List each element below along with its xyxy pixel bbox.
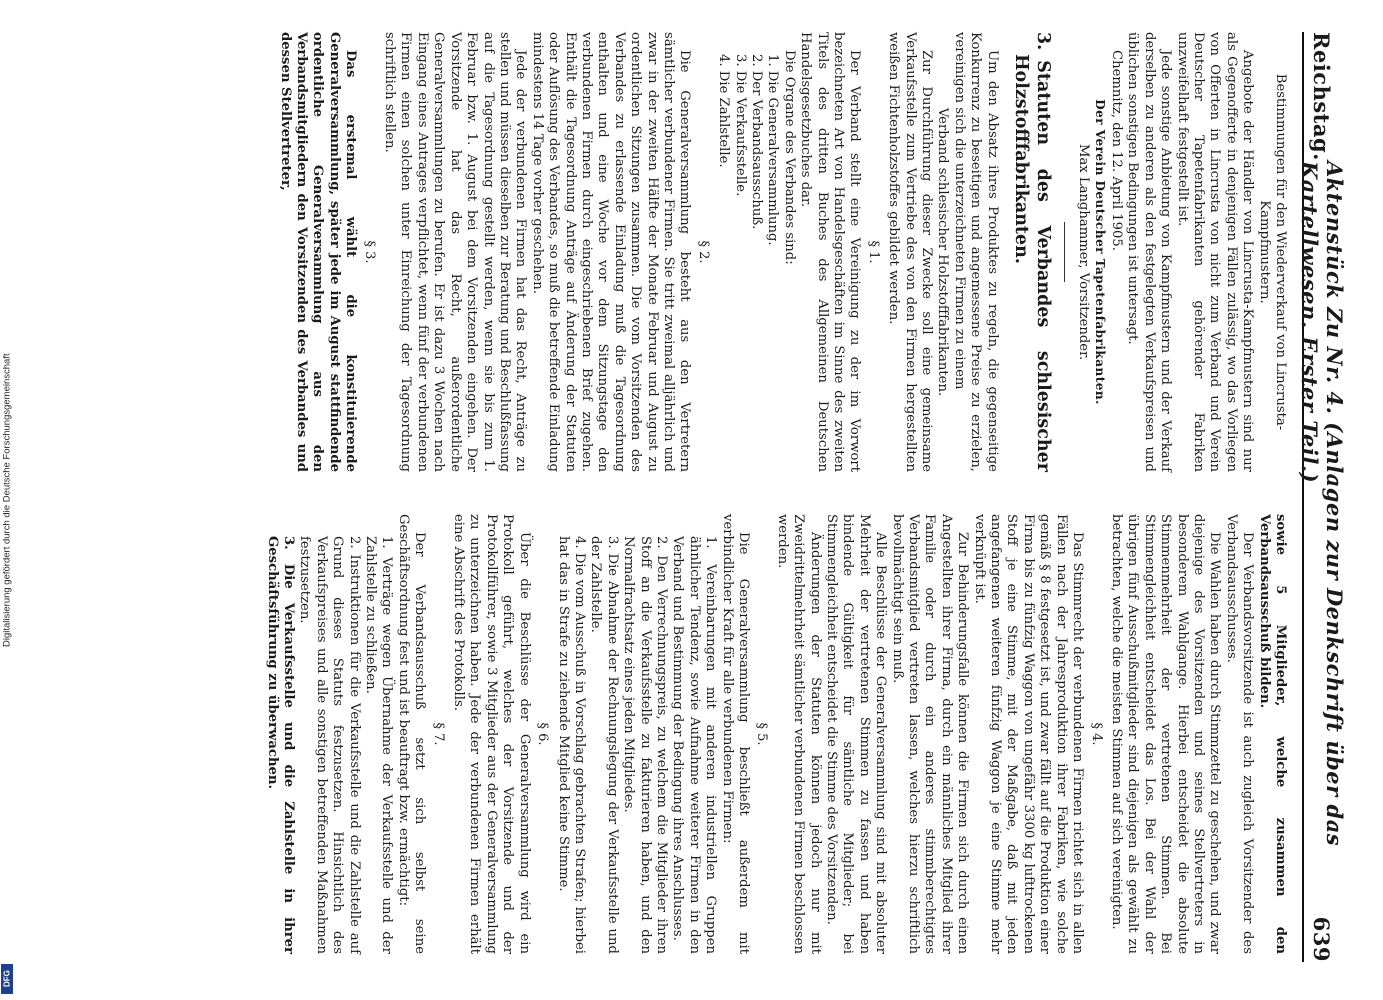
paragraph: Alle Beschlüsse der Generalversammlung sind mit absoluter Mehrheit der vertretenen Stimmen zu fassen und haben bindende Gültigkeit für sämtliche Mitglieder; bei Stimmengleichheit entscheidet die Stimme des Vorsitzenden. [824, 514, 889, 954]
paragraph: sowie 5 Mitglieder, welche zusammen den Verbandsausschuß bilden. [1256, 514, 1288, 954]
paragraph: Die Organe des Verbandes sind: [781, 50, 797, 265]
paragraph: Jede der verbundenen Firmen hat das Recht, Anträge zu stellen und müssen dieselben zur Beratung und Beschlußfassung auf die Tagesordnung gestellt werden, wenn sie bis zum 1. Februar bzw. 1. August bei dem Vorsitzenden eingehen. Der Vorsitzende hat das Recht, außerordentliche Generalversammlungen zu berufen. Er ist dazu 3 Wochen nach Eingang eines Antrages verpflichtet, wenn fünf der verbundenen Firmen einen solchen unter Einreichung der Tagesordnung schriftlich stellen. [382, 32, 529, 472]
section-title [1010, 32, 1054, 472]
resolutions-list [554, 514, 718, 954]
section-number: 3. [1032, 32, 1053, 51]
paragraph: Das erstemal wählt die konstituierende Generalversammlung, später jede im August stattfindende ordentliche Generalversammlung aus den Verbandsmitgliedern den Vorsitzenden des Verbandes und dessen Stellvertreter, [277, 32, 359, 472]
paragraph: Die Generalversammlung beschließt außerdem mit verbindlicher Kraft für alle verbundenen Firmen: [719, 514, 751, 954]
committee-tasks-list [263, 514, 394, 954]
section-heading: § 3. [361, 240, 377, 264]
section-heading: § 4. [1088, 722, 1104, 746]
right-column [263, 514, 1288, 954]
dfg-logo: DFG [1, 964, 13, 994]
paragraph: Zur Durchführung dieser Zwecke soll eine gemeinsame Verkaufsstelle zum Vertriebe des von den Firmen hergestellten weißen Fichtenholzstoffes gebildet werden. [886, 32, 935, 472]
organs-list [715, 32, 781, 472]
left-column [276, 32, 1288, 472]
paragraph: Änderungen der Statuten können jedoch nur mit Zweidrittelmehrheit sämtlicher verbundenen Firmen beschlossen werden. [774, 514, 823, 954]
header-left: Reichstag. [1309, 32, 1335, 161]
list-item: 2. Der Verbandsausschuß. [749, 54, 765, 230]
paragraph: Verband schlesischer Holzstofffabrikanten. [935, 107, 951, 397]
paragraph: Angebote der Händler von Lincrusta-Kampfmustern sind nur als Gegenofferte in denjenigen Fällen zulässig, wo das Vorliegen von Offerten in Lincrusta von nicht zum Verband und Verein Deutscher Tapetenfabrikanten gehörender Fabriken unzweifelhaft festgestellt ist. [1174, 32, 1256, 472]
document-page [60, 32, 1347, 962]
page-header [1297, 32, 1347, 962]
paragraph: Um den Absatz ihres Produktes zu regeln, die gegenseitige Konkurrenz zu beseitigen und angemessene Preise zu erzielen, vereinigen sich die unterzeichneten Firmen zu einem [951, 32, 1000, 472]
funding-note: Digitalisierung gefördert durch die Deutsche Forschungsgemeinschaft [1, 353, 13, 647]
signature-place: Chemnitz, den 12. April 1905. [1108, 50, 1124, 251]
list-item: 1. Verträge wegen Übernahme der Verkaufsstelle und der Zahlstelle zu schließen. [363, 536, 395, 954]
list-item: 2. Den Verrechnungspreis, zu welchem die Mitglieder ihren Stoff an die Verkaufsstelle zu fakturieren haben, und den Normalfrachtsatz eines jeden Mitgliedes. [621, 536, 669, 954]
section-heading: § 1. [865, 240, 881, 264]
section-heading: § 5. [754, 722, 770, 746]
list-item: 1. Die Generalversammlung. [765, 54, 781, 246]
paragraph: Die Wahlen haben durch Stimmzettel zu geschehen, und zwar diejenige des Vorsitzenden und seines Stellvertreters in besonderem Wahlgange. Hierbei entscheidet die absolute Stimmenmehrheit der vertretenen Stimmen. Bei Stimmengleichheit entscheidet das Los. Bei der Wahl der übrigen fünf Ausschußmitglieder sind diejenigen als gewählt zu betrachten, welche die meisten Stimmen auf sich vereinigten. [1108, 514, 1223, 954]
section-heading: § 7. [430, 722, 446, 746]
paragraph: Jede sonstige Anbietung von Kampfmustern und der Verkauf derselben zu anderen als den festgelegten Verkaufspreisen und üblichen sonstigen Bedingungen ist untersagt. [1125, 32, 1174, 472]
list-item: 4. Die vom Ausschuß in Vorschlag gebrachten Strafen; hierbei hat das in Strafe zu ziehende Mitglied keine Stimme. [555, 536, 587, 954]
paragraph: Der Verbandsvorsitzende ist auch zugleich Vorsitzender des Verbandsausschusses. [1223, 514, 1256, 954]
list-item: 4. Die Zahlstelle. [716, 54, 732, 168]
list-item: 3. Die Abnahme der Rechnungslegung der Verkaufsstelle und der Zahlstelle. [588, 536, 620, 954]
paragraph: Bestimmungen für den Wiederverkauf von Lincrusta-Kampfmustern. [1256, 73, 1288, 431]
divider [1064, 222, 1065, 282]
list-item: 1. Vereinbarungen mit anderen industriellen Gruppen ähnlicher Tendenz, sowie Aufnahme weiterer Firmen in den Verband und Bestimmung der Bedingung ihres Anschlusses. [670, 536, 719, 954]
paragraph: Der Verband stellt eine Vereinigung zu der im Vorwort bezeichneten Art von Handelsgeschäften im Sinne des zweiten Titels des dritten Buches des Allgemeinen Deutschen Handelsgesetzbuches dar. [798, 32, 863, 472]
paragraph: Zur Behinderungsfalle können die Firmen sich durch einen Angestellten ihrer Firma, durch ein männliches Mitglied ihrer Familie oder durch ein anderes stimmberechtigtes Verbandsmitglied vertreten lassen, welches hierzu schriftlich bevollmächtigt sein muß. [889, 514, 971, 954]
paragraph: Der Verbandsausschuß setzt sich selbst seine Geschäftsordnung fest und ist beauftragt bzw. ermächtigt: [395, 514, 428, 954]
section-heading: § 2. [695, 240, 711, 264]
list-item: 2. Instruktionen für die Verkaufsstelle und die Zahlstelle auf Grund dieses Statuts festzusetzen. Hinsichtlich des Verkaufspreises und alle sonstigen betreffenden Maßnahmen festzusetzen. [297, 536, 362, 954]
list-item: 3. Die Verkaufsstelle und die Zahlstelle in ihrer Geschäftsführung zu überwachen. [264, 536, 297, 954]
page-number: 639 [1309, 916, 1335, 962]
section-title-text: Statuten des Verbandes schlesischer Holzstofffabrikanten. [1010, 54, 1053, 472]
header-title: Aktenstück Zu Nr. 4. (Anlagen zur Denkschrift über das Kartellwesen. Erster Teil.) [1297, 160, 1347, 847]
paragraph: Über die Beschlüsse der Generalversammlung wird ein Protokoll geführt, welches der Vorsitzende und der Protokollführer, sowie 3 Mitglieder aus der Generalversammlung zu unterzeichnen haben. Jede der verbundenen Firmen erhält eine Abschrift des Protokolls. [451, 514, 532, 954]
signature-name: Max Langhammer, Vorsitzender. [1076, 143, 1092, 361]
paragraph: Die Generalversammlung besteht aus den Vertretern sämtlicher verbundener Firmen. Sie tritt zweimal alljährlich und zwar in der zweiten Hälfte der Monate Februar und August zu ordentlichen Sitzungen zusammen. Die vom Vorsitzenden des Verbandes zu erlassende Einladung muß die Tagesordnung enthalten und eine Woche vor dem Sitzungstage den verbundenen Firmen durch eingeschriebenen Brief zugehen. Enthält die Tagesordnung Anträge auf Änderung der Statuten oder Auflösung des Verbandes, so muß die betreffende Einladung mindestens 14 Tage vorher geschehen. [529, 32, 693, 472]
list-item: 3. Die Verkaufsstelle. [732, 54, 748, 197]
paragraph: Das Stimmrecht der verbundenen Firmen richtet sich in allen Fällen nach der Jahresproduktion ihrer Fabriken, wie solche gemäß § 8 festgesetzt ist, und zwar fällt auf die Produktion einer Firma bis zu fünfzig Waggon von ungefähr 3300 kg lufttrockenen Stoff je eine Stimme, mit der Maßgabe, daß mit jeden angefangenen weiteren fünfzig Waggon je eine Stimme mehr verknüpft ist. [971, 514, 1086, 954]
section-heading: § 6. [535, 722, 551, 746]
signature-organization: Der Verein Deutscher Tapetenfabrikanten. [1092, 99, 1107, 405]
